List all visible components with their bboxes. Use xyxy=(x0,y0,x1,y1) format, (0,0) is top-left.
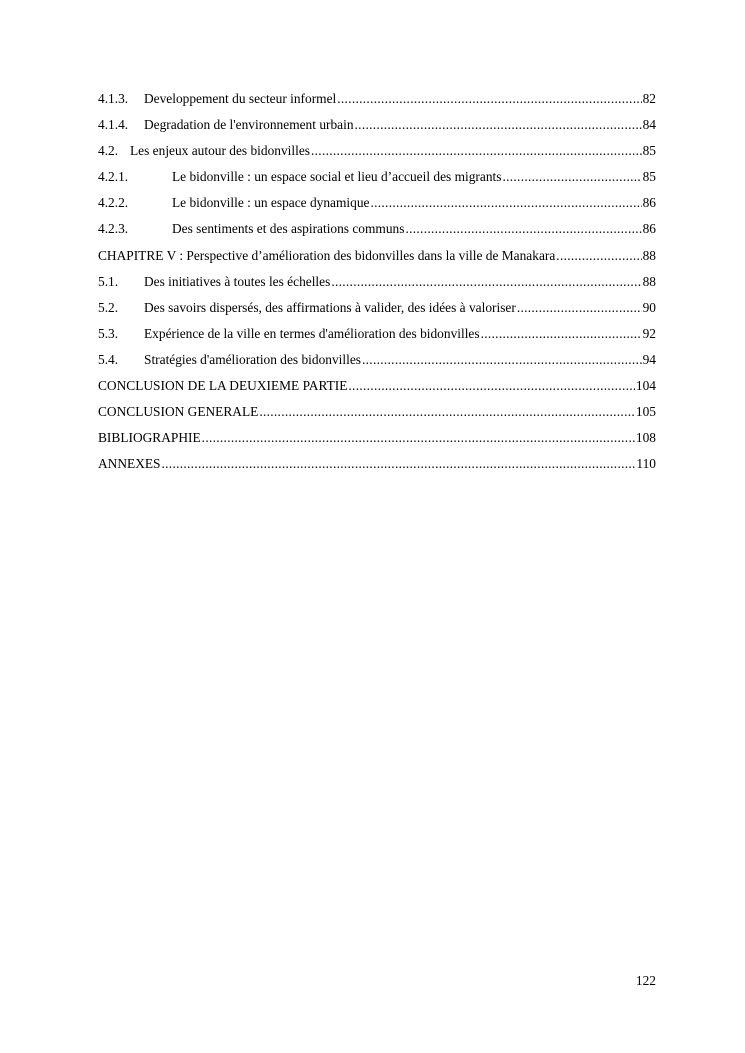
toc-leader-dots xyxy=(405,216,641,242)
toc-entry[interactable] xyxy=(98,347,656,373)
toc-leader-dots xyxy=(502,164,641,190)
toc-entry[interactable] xyxy=(98,243,656,269)
toc-leader-dots xyxy=(517,295,642,321)
toc-entry-page: 85 xyxy=(642,143,656,159)
toc-entry-title: Les enjeux autour des bidonvilles xyxy=(130,143,310,159)
toc-entry-title: Des initiatives à toutes les échelles xyxy=(144,273,331,289)
toc-entry-title: Stratégies d'amélioration des bidonvilles xyxy=(144,351,361,367)
toc-entry-page: 85 xyxy=(642,169,656,185)
toc-entry[interactable] xyxy=(98,425,656,451)
toc-entry-title: Des sentiments et des aspirations communs xyxy=(172,221,405,237)
toc-entry-title: ANNEXES xyxy=(98,456,161,472)
toc-entry-title: CONCLUSION GENERALE xyxy=(98,404,259,420)
toc-entry-page: 88 xyxy=(642,273,656,289)
toc-entry-title: Le bidonville : un espace social et lieu d’accueil des migrants xyxy=(172,169,502,185)
toc-entry[interactable] xyxy=(98,138,656,164)
toc-entry-number: 4.2.1. xyxy=(98,169,129,185)
toc-entry-page: 108 xyxy=(635,430,656,446)
toc-entry-title: Des savoirs dispersés, des affirmations à valider, des idées à valoriser xyxy=(144,299,516,315)
toc-entry-title: Expérience de la ville en termes d'amélioration des bidonvilles xyxy=(144,325,480,341)
toc-entry[interactable] xyxy=(98,321,656,347)
toc-entry-number: 4.2.2. xyxy=(98,195,129,211)
toc-leader-dots xyxy=(202,425,635,451)
toc-entry-number: 5.2. xyxy=(98,299,119,315)
toc-entry[interactable] xyxy=(98,373,656,399)
toc-entry[interactable] xyxy=(98,190,656,216)
toc-entry-number: 5.1. xyxy=(98,273,119,289)
toc-entry-title: Degradation de l'environnement urbain xyxy=(144,117,354,133)
toc-leader-dots xyxy=(481,321,642,347)
toc-entry-number: 4.2. xyxy=(98,143,119,159)
table-of-contents xyxy=(98,86,656,477)
toc-entry-title: Developpement du secteur informel xyxy=(144,91,337,106)
toc-entry[interactable] xyxy=(98,86,656,112)
toc-entry-page: 94 xyxy=(642,351,656,367)
toc-entry-page: 110 xyxy=(636,456,656,472)
toc-entry-number: 4.2.3. xyxy=(98,221,129,237)
toc-entry-title: BIBLIOGRAPHIE xyxy=(98,430,201,446)
toc-entry[interactable] xyxy=(98,164,656,190)
toc-leader-dots xyxy=(370,190,641,216)
toc-entry[interactable] xyxy=(98,451,656,477)
toc-entry-page: 105 xyxy=(635,404,656,420)
toc-entry-page: 92 xyxy=(642,325,656,341)
toc-leader-dots xyxy=(337,86,641,112)
toc-entry-title: CHAPITRE V : Perspective d’amélioration des bidonvilles dans la ville de Manakara xyxy=(98,247,556,263)
toc-leader-dots xyxy=(355,112,642,138)
toc-entry-page: 88 xyxy=(642,247,656,263)
toc-entry-page: 86 xyxy=(642,221,656,237)
toc-entry-number: 4.1.3. xyxy=(98,91,129,106)
toc-entry-title: Le bidonville : un espace dynamique xyxy=(172,195,370,211)
toc-leader-dots xyxy=(348,373,635,399)
toc-entry[interactable] xyxy=(98,269,656,295)
toc-entry-page: 86 xyxy=(642,195,656,211)
toc-entry-number: 5.4. xyxy=(98,351,119,367)
toc-leader-dots xyxy=(259,399,635,425)
toc-entry[interactable] xyxy=(98,216,656,242)
toc-entry-page: 90 xyxy=(642,299,656,315)
toc-entry-page: 82 xyxy=(642,91,656,106)
toc-entry-page: 84 xyxy=(642,117,656,133)
toc-entry-title: CONCLUSION DE LA DEUXIEME PARTIE xyxy=(98,378,348,394)
toc-leader-dots xyxy=(331,269,641,295)
toc-leader-dots xyxy=(362,347,642,373)
toc-entry-number: 4.1.4. xyxy=(98,117,129,133)
toc-entry[interactable] xyxy=(98,295,656,321)
toc-leader-dots xyxy=(556,243,641,269)
toc-leader-dots xyxy=(311,138,642,164)
toc-entry-page: 104 xyxy=(635,378,656,394)
toc-entry[interactable] xyxy=(98,399,656,425)
toc-leader-dots xyxy=(162,451,636,477)
toc-entry-number: 5.3. xyxy=(98,325,119,341)
page-number: 122 xyxy=(635,973,656,988)
toc-entry[interactable] xyxy=(98,112,656,138)
